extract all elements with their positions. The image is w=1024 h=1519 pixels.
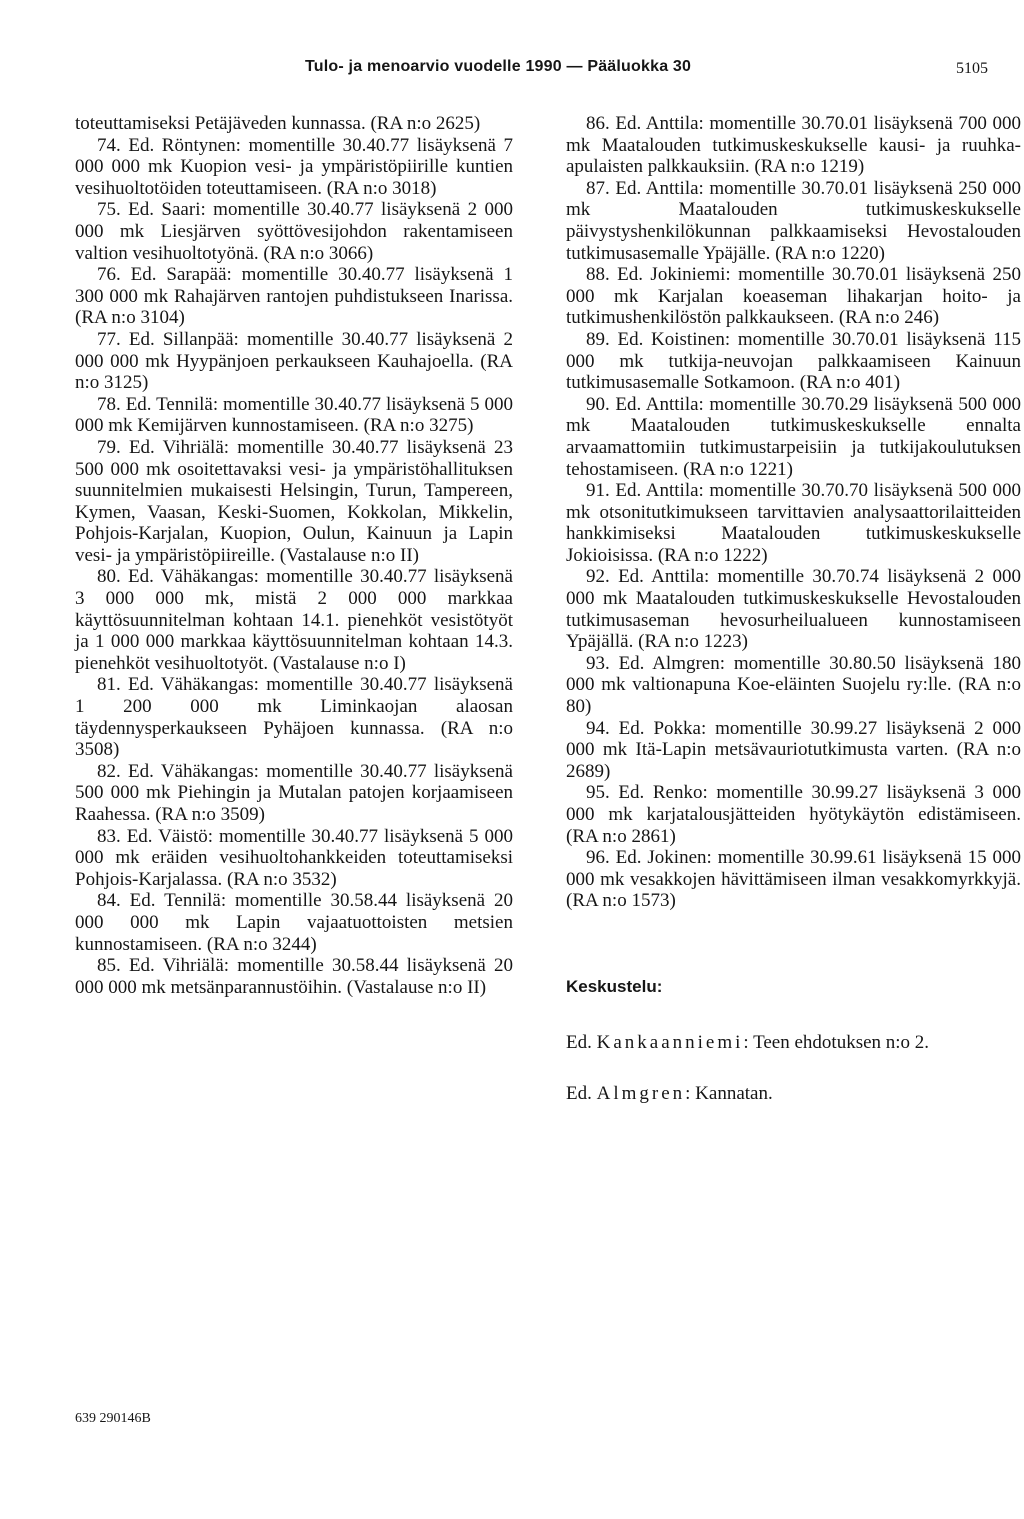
- paragraph: 87. Ed. Anttila: momentille 30.70.01 lisäyksenä 250 000 mk Maatalouden tutkimuskeskukselle päivystyshenkilökunnan palkkaamiseksi Hevostalouden tutkimusasemalle Ypäjälle. (RA n:o 1220): [566, 177, 1021, 264]
- paragraph: 79. Ed. Vihriälä: momentille 30.40.77 lisäyksenä 23 500 000 mk osoitettavaksi vesi- ja ympäristöhallituksen suunnitelmien mukaisesti Helsingin, Turun, Tampereen, Kymen, Vaasan, Keski-Suomen, Kokkolan, Mikkelin, Pohjois-Karjalan, Kuopion, Oulun, Kainuun ja Lapin vesi- ja ympäristöpiireille. (Vastalause n:o II): [75, 436, 513, 566]
- paragraph: 94. Ed. Pokka: momentille 30.99.27 lisäyksenä 2 000 000 mk Itä-Lapin metsävauriotutkimusta varten. (RA n:o 2689): [566, 717, 1021, 782]
- left-column: [75, 113, 513, 998]
- speech-kankaanniemi: [566, 1032, 1021, 1054]
- speaker-name: Kankaanniemi: [596, 1031, 744, 1053]
- print-code: 639 290146B: [75, 1411, 151, 1426]
- paragraph: 92. Ed. Anttila: momentille 30.70.74 lisäyksenä 2 000 000 mk Maatalouden tutkimuskeskukselle Hevostalouden tutkimusaseman hevosurheilualueen kunnostamiseen Ypäjällä. (RA n:o 1223): [566, 566, 1021, 653]
- speech-text: : Kannatan.: [685, 1083, 773, 1105]
- paragraph: 80. Ed. Vähäkangas: momentille 30.40.77 lisäyksenä 3 000 000 mk, mistä 2 000 000 markkaa käyttösuunnitelman kohtaan 14.1. pienehköt vesistötyöt ja 1 000 000 markkaa käyttösuunnitelman kohtaan 14.3. pienehköt vesihuoltotyöt. (Vastalause n:o I): [75, 566, 513, 674]
- paragraph: toteuttamiseksi Petäjäveden kunnassa. (RA n:o 2625): [75, 113, 481, 134]
- paragraph: 77. Ed. Sillanpää: momentille 30.40.77 lisäyksenä 2 000 000 mk Hyypänjoen perkaukseen Kauhajoella. (RA n:o 3125): [75, 328, 513, 394]
- running-title: Tulo- ja menoarvio vuodelle 1990 — Pääluokka 30: [305, 58, 692, 75]
- speaker-name: Almgren: [596, 1083, 686, 1105]
- paragraph: 95. Ed. Renko: momentille 30.99.27 lisäyksenä 3 000 000 mk karjatalousjätteiden hyötykäytön edistämiseen. (RA n:o 2861): [566, 782, 1021, 847]
- speech-text: : Teen ehdotuksen n:o 2.: [743, 1031, 930, 1053]
- speech-prefix: Ed.: [566, 1031, 597, 1053]
- discussion-heading: Keskustelu:: [566, 976, 663, 996]
- page-number: 5105: [956, 60, 988, 77]
- paragraph: 84. Ed. Tennilä: momentille 30.58.44 lisäyksenä 20 000 000 mk Lapin vajaatuottoisten metsien kunnostamiseen. (RA n:o 3244): [75, 890, 513, 955]
- paragraph: 82. Ed. Vähäkangas: momentille 30.40.77 lisäyksenä 500 000 mk Piehingin ja Mutalan patojen korjaamiseen Raahessa. (RA n:o 3509): [75, 760, 513, 825]
- paragraph: 86. Ed. Anttila: momentille 30.70.01 lisäyksenä 700 000 mk Maatalouden tutkimuskeskukselle kausi- ja ruuhka-apulaisten palkkauksiin. (RA n:o 1219): [566, 113, 1021, 178]
- paragraph: 78. Ed. Tennilä: momentille 30.40.77 lisäyksenä 5 000 000 mk Kemijärven kunnostamiseen. (RA n:o 3275): [75, 393, 513, 437]
- paragraph: 76. Ed. Sarapää: momentille 30.40.77 lisäyksenä 1 300 000 mk Rahajärven rantojen puhdistukseen Inarissa. (RA n:o 3104): [75, 264, 513, 329]
- paragraph: 93. Ed. Almgren: momentille 30.80.50 lisäyksenä 180 000 mk valtionapuna Koe-eläinten Suojelu ry:lle. (RA n:o 80): [566, 652, 1021, 718]
- speech-almgren: [566, 1083, 1021, 1105]
- page-header: [0, 58, 1024, 88]
- right-column: [566, 113, 1021, 1105]
- paragraph: 83. Ed. Väistö: momentille 30.40.77 lisäyksenä 5 000 000 mk eräiden vesihuoltohankkeiden toteuttamiseksi Pohjois-Karjalassa. (RA n:o 3532): [75, 825, 513, 890]
- speech-prefix: Ed.: [566, 1083, 597, 1105]
- paragraph: 88. Ed. Jokiniemi: momentille 30.70.01 lisäyksenä 250 000 mk Karjalan koeaseman lihakarjan hoito- ja tutkimushenkilöstön palkkaukseen. (RA n:o 246): [566, 264, 1021, 329]
- paragraph: 81. Ed. Vähäkangas: momentille 30.40.77 lisäyksenä 1 200 000 mk Liminkaojan alaosan täydennysperkaukseen Pyhäjoen kunnassa. (RA n:o 3508): [75, 674, 513, 761]
- paragraph: 75. Ed. Saari: momentille 30.40.77 lisäyksenä 2 000 000 mk Liesjärven syöttövesijohdon rakentamiseen valtion vesihuoltotyönä. (RA n:o 3066): [75, 199, 513, 264]
- paragraph: 74. Ed. Röntynen: momentille 30.40.77 lisäyksenä 7 000 000 mk Kuopion vesi- ja ympäristöpiirille kuntien vesihuoltotöiden toteuttamiseen. (RA n:o 3018): [75, 134, 513, 199]
- paragraph: 90. Ed. Anttila: momentille 30.70.29 lisäyksenä 500 000 mk Maatalouden tutkimuskeskukselle ennalta arvaamattomiin tutkimustarpeisiin ja tutkijakoulutuksen tehostamiseen. (RA n:o 1221): [566, 393, 1021, 480]
- paragraph: 89. Ed. Koistinen: momentille 30.70.01 lisäyksenä 115 000 mk tutkija-neuvojan palkkaamiseen Kainuun tutkimusasemalle Sotkamoon. (RA n:o 401): [566, 328, 1021, 394]
- paragraph: 85. Ed. Vihriälä: momentille 30.58.44 lisäyksenä 20 000 000 mk metsänparannustöihin. (Vastalause n:o II): [75, 955, 513, 998]
- paragraph: 91. Ed. Anttila: momentille 30.70.70 lisäyksenä 500 000 mk otsonitutkimukseen tarvittavien analysaattorilaitteiden hankkimiseksi Maatalouden tutkimuskeskukselle Jokioisissa. (RA n:o 1222): [566, 480, 1021, 566]
- paragraph: 96. Ed. Jokinen: momentille 30.99.61 lisäyksenä 15 000 000 mk vesakkojen hävittämiseen ilman vesakkomyrkkyjä. (RA n:o 1573): [566, 847, 1021, 912]
